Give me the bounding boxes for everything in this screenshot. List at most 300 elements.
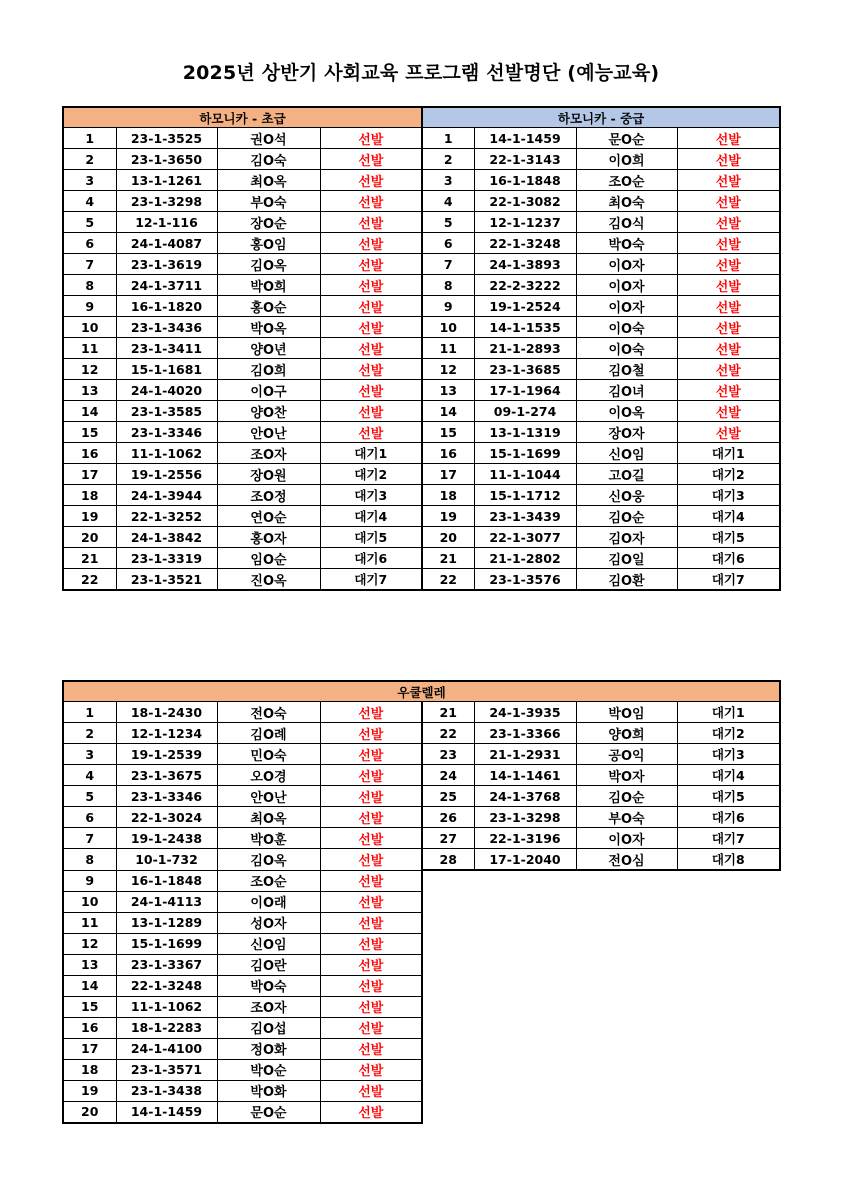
member-id: 21-1-2893 (474, 338, 576, 359)
row-number: 22 (63, 569, 116, 591)
row-number: 5 (63, 786, 116, 807)
member-name: 임O순 (217, 548, 320, 569)
row-number: 7 (422, 254, 474, 275)
member-id: 18-1-2430 (116, 702, 217, 723)
member-name: 박O희 (217, 275, 320, 296)
row-number: 17 (63, 1038, 116, 1059)
member-name: 김O숙 (217, 149, 320, 170)
empty-cell (422, 912, 780, 933)
row-number: 7 (63, 828, 116, 849)
table-row (63, 975, 780, 996)
member-name: 홍O순 (217, 296, 320, 317)
harmonica-beginner-header: 하모니카 - 초급 (63, 107, 422, 128)
row-number: 18 (63, 1059, 116, 1080)
row-number: 1 (63, 128, 116, 149)
member-name: 이O숙 (576, 317, 677, 338)
row-number: 2 (422, 149, 474, 170)
status: 선발 (320, 1017, 422, 1038)
member-name: 김O란 (217, 954, 320, 975)
member-id: 23-1-3298 (474, 807, 576, 828)
table-row (63, 275, 780, 296)
status: 대기5 (677, 786, 780, 807)
empty-cell (422, 870, 780, 891)
member-id: 23-1-3319 (116, 548, 217, 569)
row-number: 16 (63, 1017, 116, 1038)
row-number: 22 (422, 569, 474, 591)
row-number: 9 (63, 296, 116, 317)
status: 대기1 (677, 443, 780, 464)
status: 선발 (677, 317, 780, 338)
status: 선발 (320, 191, 422, 212)
table-row (63, 443, 780, 464)
member-id: 15-1-1699 (116, 933, 217, 954)
status: 선발 (677, 275, 780, 296)
member-name: 박O자 (576, 765, 677, 786)
table-row (63, 1080, 780, 1101)
member-id: 15-1-1681 (116, 359, 217, 380)
member-name: 김O녀 (576, 380, 677, 401)
row-number: 8 (63, 849, 116, 871)
status: 선발 (320, 870, 422, 891)
empty-cell (422, 1101, 780, 1123)
status: 선발 (320, 1059, 422, 1080)
row-number: 7 (63, 254, 116, 275)
member-id: 23-1-3436 (116, 317, 217, 338)
table-row (63, 548, 780, 569)
member-id: 15-1-1712 (474, 485, 576, 506)
member-name: 부O숙 (576, 807, 677, 828)
member-id: 24-1-3893 (474, 254, 576, 275)
member-name: 민O숙 (217, 744, 320, 765)
member-name: 김O일 (576, 548, 677, 569)
status: 대기2 (677, 464, 780, 485)
table-row (63, 723, 780, 744)
member-id: 24-1-3935 (474, 702, 576, 723)
table-row (63, 1059, 780, 1080)
row-number: 22 (422, 723, 474, 744)
member-id: 24-1-4020 (116, 380, 217, 401)
member-name: 박O훈 (217, 828, 320, 849)
member-id: 19-1-2539 (116, 744, 217, 765)
empty-cell (422, 891, 780, 912)
member-id: 19-1-2556 (116, 464, 217, 485)
table-row (63, 233, 780, 254)
row-number: 9 (422, 296, 474, 317)
member-name: 이O숙 (576, 338, 677, 359)
member-id: 24-1-4100 (116, 1038, 217, 1059)
table-row (63, 527, 780, 548)
row-number: 15 (63, 422, 116, 443)
member-id: 22-1-3248 (474, 233, 576, 254)
row-number: 12 (422, 359, 474, 380)
status: 선발 (677, 170, 780, 191)
member-name: 공O익 (576, 744, 677, 765)
member-name: 김O자 (576, 527, 677, 548)
row-number: 5 (422, 212, 474, 233)
table-row (63, 212, 780, 233)
status: 대기2 (320, 464, 422, 485)
member-id: 22-1-3143 (474, 149, 576, 170)
member-name: 양O찬 (217, 401, 320, 422)
status: 대기7 (677, 828, 780, 849)
table-row (63, 765, 780, 786)
row-number: 26 (422, 807, 474, 828)
row-number: 17 (63, 464, 116, 485)
table-row (63, 828, 780, 849)
member-name: 신O임 (576, 443, 677, 464)
row-number: 13 (422, 380, 474, 401)
member-id: 22-1-3196 (474, 828, 576, 849)
table-row (63, 380, 780, 401)
ukulele-roster-table (62, 680, 781, 1124)
status: 선발 (677, 128, 780, 149)
member-name: 권O석 (217, 128, 320, 149)
member-name: 이O구 (217, 380, 320, 401)
member-id: 23-1-3367 (116, 954, 217, 975)
member-id: 23-1-3346 (116, 422, 217, 443)
table-row (63, 569, 780, 591)
status: 대기4 (677, 765, 780, 786)
row-number: 19 (422, 506, 474, 527)
table-row (63, 1017, 780, 1038)
member-id: 12-1-116 (116, 212, 217, 233)
row-number: 2 (63, 723, 116, 744)
status: 선발 (320, 933, 422, 954)
table-row (63, 870, 780, 891)
member-id: 24-1-3768 (474, 786, 576, 807)
member-id: 13-1-1289 (116, 912, 217, 933)
member-name: 박O숙 (217, 975, 320, 996)
status: 선발 (320, 807, 422, 828)
member-name: 신O웅 (576, 485, 677, 506)
status: 선발 (320, 170, 422, 191)
member-name: 김O순 (576, 506, 677, 527)
table-row (63, 744, 780, 765)
member-id: 22-1-3252 (116, 506, 217, 527)
row-number: 2 (63, 149, 116, 170)
status: 선발 (320, 849, 422, 871)
status: 선발 (320, 359, 422, 380)
table-row (63, 296, 780, 317)
member-id: 22-1-3248 (116, 975, 217, 996)
table-row (63, 401, 780, 422)
table-row (63, 786, 780, 807)
member-name: 전O숙 (217, 702, 320, 723)
member-id: 23-1-3521 (116, 569, 217, 591)
member-name: 홍O임 (217, 233, 320, 254)
member-name: 연O순 (217, 506, 320, 527)
member-id: 14-1-1461 (474, 765, 576, 786)
status: 선발 (320, 1101, 422, 1123)
member-id: 23-1-3571 (116, 1059, 217, 1080)
status: 선발 (320, 233, 422, 254)
table-row (63, 191, 780, 212)
member-name: 김O례 (217, 723, 320, 744)
member-name: 이O자 (576, 275, 677, 296)
row-number: 4 (63, 191, 116, 212)
status: 대기4 (320, 506, 422, 527)
empty-cell (422, 975, 780, 996)
status: 대기8 (677, 849, 780, 871)
status: 선발 (320, 765, 422, 786)
row-number: 20 (63, 527, 116, 548)
status: 대기6 (320, 548, 422, 569)
member-name: 전O심 (576, 849, 677, 871)
member-id: 12-1-1237 (474, 212, 576, 233)
member-name: 이O자 (576, 296, 677, 317)
empty-cell (422, 954, 780, 975)
status: 선발 (320, 1080, 422, 1101)
status: 선발 (677, 296, 780, 317)
member-name: 조O순 (576, 170, 677, 191)
status: 선발 (677, 422, 780, 443)
table-row (63, 1038, 780, 1059)
member-name: 성O자 (217, 912, 320, 933)
page-title: 2025년 상반기 사회교육 프로그램 선발명단 (예능교육) (182, 62, 660, 84)
status: 선발 (677, 212, 780, 233)
member-name: 조O자 (217, 996, 320, 1017)
member-id: 16-1-1848 (474, 170, 576, 191)
status: 선발 (677, 233, 780, 254)
status: 선발 (320, 317, 422, 338)
status: 선발 (677, 254, 780, 275)
empty-cell (422, 1038, 780, 1059)
member-id: 24-1-3842 (116, 527, 217, 548)
row-number: 1 (422, 128, 474, 149)
member-name: 최O옥 (217, 170, 320, 191)
row-number: 18 (422, 485, 474, 506)
empty-cell (422, 1059, 780, 1080)
member-id: 14-1-1459 (116, 1101, 217, 1123)
table-row (63, 464, 780, 485)
status: 선발 (320, 996, 422, 1017)
table-row (63, 891, 780, 912)
member-name: 안O난 (217, 786, 320, 807)
row-number: 10 (422, 317, 474, 338)
member-id: 23-1-3411 (116, 338, 217, 359)
status: 대기4 (677, 506, 780, 527)
member-id: 16-1-1848 (116, 870, 217, 891)
member-name: 신O임 (217, 933, 320, 954)
status: 대기1 (677, 702, 780, 723)
member-id: 22-1-3082 (474, 191, 576, 212)
row-number: 14 (63, 975, 116, 996)
status: 선발 (320, 975, 422, 996)
member-id: 21-1-2931 (474, 744, 576, 765)
member-name: 장O원 (217, 464, 320, 485)
status: 선발 (320, 786, 422, 807)
member-name: 홍O자 (217, 527, 320, 548)
status: 선발 (677, 149, 780, 170)
member-name: 박O순 (217, 1059, 320, 1080)
row-number: 15 (422, 422, 474, 443)
member-id: 12-1-1234 (116, 723, 217, 744)
status: 대기5 (677, 527, 780, 548)
row-number: 10 (63, 891, 116, 912)
member-id: 10-1-732 (116, 849, 217, 871)
member-name: 최O옥 (217, 807, 320, 828)
table-row (63, 128, 780, 149)
empty-cell (422, 933, 780, 954)
member-name: 김O순 (576, 786, 677, 807)
member-id: 22-1-3077 (474, 527, 576, 548)
row-number: 8 (63, 275, 116, 296)
member-id: 09-1-274 (474, 401, 576, 422)
status: 선발 (677, 359, 780, 380)
member-name: 양O년 (217, 338, 320, 359)
member-id: 11-1-1062 (116, 996, 217, 1017)
member-id: 24-1-3711 (116, 275, 217, 296)
table-row (63, 849, 780, 871)
member-id: 17-1-1964 (474, 380, 576, 401)
row-number: 8 (422, 275, 474, 296)
member-name: 문O순 (576, 128, 677, 149)
member-id: 23-1-3439 (474, 506, 576, 527)
empty-cell (422, 1080, 780, 1101)
member-name: 박O화 (217, 1080, 320, 1101)
member-name: 박O임 (576, 702, 677, 723)
member-name: 조O자 (217, 443, 320, 464)
member-name: 이O자 (576, 254, 677, 275)
status: 대기7 (677, 569, 780, 591)
status: 선발 (320, 380, 422, 401)
status: 선발 (677, 380, 780, 401)
row-number: 9 (63, 870, 116, 891)
member-name: 박O옥 (217, 317, 320, 338)
status: 선발 (677, 401, 780, 422)
harmonica-roster-table (62, 106, 781, 591)
row-number: 6 (422, 233, 474, 254)
row-number: 11 (63, 912, 116, 933)
status: 선발 (320, 702, 422, 723)
status: 대기2 (677, 723, 780, 744)
member-name: 부O숙 (217, 191, 320, 212)
status: 선발 (320, 401, 422, 422)
status: 선발 (320, 828, 422, 849)
status: 선발 (320, 275, 422, 296)
status: 선발 (320, 338, 422, 359)
status: 선발 (320, 891, 422, 912)
table-row (63, 506, 780, 527)
member-id: 15-1-1699 (474, 443, 576, 464)
member-id: 17-1-2040 (474, 849, 576, 871)
table-row (63, 702, 780, 723)
member-name: 김O희 (217, 359, 320, 380)
row-number: 12 (63, 933, 116, 954)
member-id: 14-1-1459 (474, 128, 576, 149)
row-number: 3 (422, 170, 474, 191)
row-number: 20 (63, 1101, 116, 1123)
status: 대기1 (320, 443, 422, 464)
status: 선발 (320, 954, 422, 975)
row-number: 12 (63, 359, 116, 380)
member-name: 정O화 (217, 1038, 320, 1059)
row-number: 24 (422, 765, 474, 786)
table-row (63, 170, 780, 191)
status: 선발 (677, 191, 780, 212)
row-number: 6 (63, 807, 116, 828)
member-id: 21-1-2802 (474, 548, 576, 569)
status: 대기6 (677, 548, 780, 569)
table-row (63, 485, 780, 506)
member-id: 11-1-1044 (474, 464, 576, 485)
status: 선발 (320, 128, 422, 149)
table-row (63, 254, 780, 275)
member-name: 안O난 (217, 422, 320, 443)
table-row (63, 422, 780, 443)
row-number: 27 (422, 828, 474, 849)
member-name: 양O희 (576, 723, 677, 744)
row-number: 19 (63, 1080, 116, 1101)
member-id: 24-1-4087 (116, 233, 217, 254)
member-name: 이O옥 (576, 401, 677, 422)
row-number: 13 (63, 380, 116, 401)
member-name: 고O길 (576, 464, 677, 485)
row-number: 14 (63, 401, 116, 422)
member-name: 박O숙 (576, 233, 677, 254)
table-row (63, 996, 780, 1017)
member-name: 오O경 (217, 765, 320, 786)
empty-cell (422, 996, 780, 1017)
row-number: 1 (63, 702, 116, 723)
member-name: 조O순 (217, 870, 320, 891)
table-row (63, 359, 780, 380)
row-number: 15 (63, 996, 116, 1017)
status: 선발 (320, 254, 422, 275)
member-id: 23-1-3298 (116, 191, 217, 212)
member-name: 이O희 (576, 149, 677, 170)
member-id: 22-1-3024 (116, 807, 217, 828)
member-id: 23-1-3366 (474, 723, 576, 744)
status: 대기6 (677, 807, 780, 828)
member-id: 13-1-1261 (116, 170, 217, 191)
member-name: 이O자 (576, 828, 677, 849)
status: 선발 (320, 296, 422, 317)
status: 대기3 (677, 485, 780, 506)
member-id: 23-1-3585 (116, 401, 217, 422)
harmonica-intermediate-header: 하모니카 - 중급 (422, 107, 780, 128)
row-number: 6 (63, 233, 116, 254)
member-id: 23-1-3650 (116, 149, 217, 170)
table-row (63, 149, 780, 170)
row-number: 28 (422, 849, 474, 871)
member-name: 장O순 (217, 212, 320, 233)
member-id: 23-1-3438 (116, 1080, 217, 1101)
member-name: 장O자 (576, 422, 677, 443)
empty-cell (422, 1017, 780, 1038)
status: 대기5 (320, 527, 422, 548)
row-number: 13 (63, 954, 116, 975)
member-name: 조O정 (217, 485, 320, 506)
row-number: 14 (422, 401, 474, 422)
row-number: 19 (63, 506, 116, 527)
status: 선발 (320, 149, 422, 170)
member-name: 문O순 (217, 1101, 320, 1123)
member-name: 김O섭 (217, 1017, 320, 1038)
row-number: 5 (63, 212, 116, 233)
row-number: 3 (63, 744, 116, 765)
status: 선발 (320, 723, 422, 744)
row-number: 3 (63, 170, 116, 191)
row-number: 21 (422, 702, 474, 723)
member-id: 23-1-3525 (116, 128, 217, 149)
member-name: 김O옥 (217, 254, 320, 275)
member-name: 김O옥 (217, 849, 320, 871)
member-id: 24-1-4113 (116, 891, 217, 912)
ukulele-header: 우쿨렐레 (63, 681, 780, 702)
member-id: 24-1-3944 (116, 485, 217, 506)
row-number: 4 (422, 191, 474, 212)
